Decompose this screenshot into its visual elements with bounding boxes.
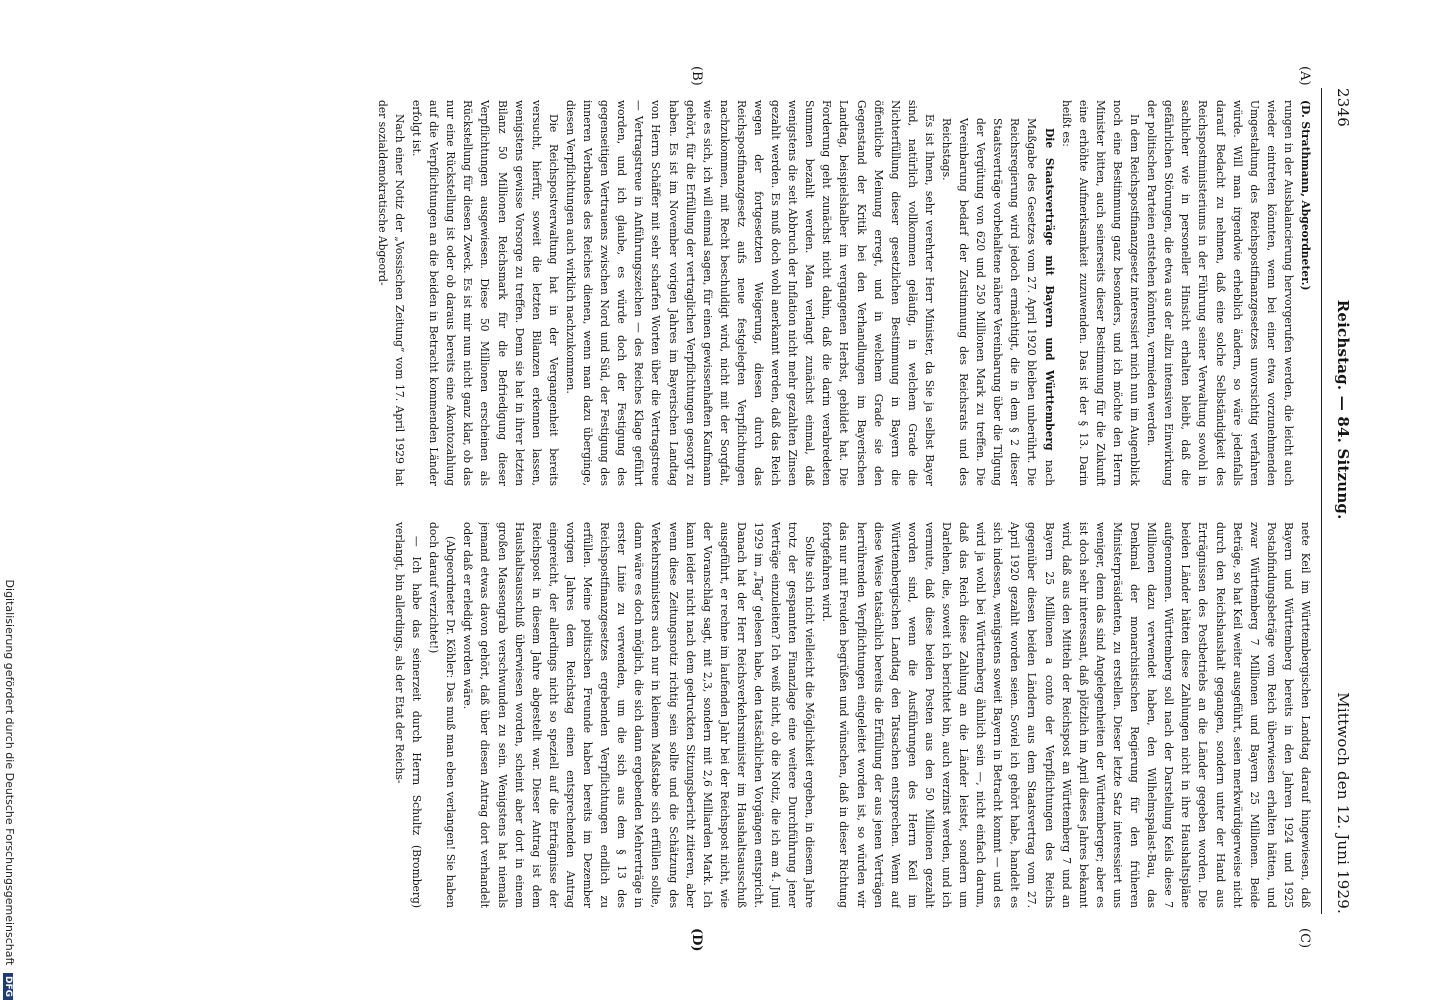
margin-marker-c: (C) (1297, 928, 1312, 949)
interjection: (Abgeordneter Dr. Köhler: Das muß man eben verlangen! Sie haben doch darauf verzichtet!) (427, 522, 458, 908)
paragraph: nete Keil im Württembergischen Landtag darauf hingewiesen, daß Bayern und Württemberg bereits in den Jahren 1924 und 1925 Postabfindungsbeträge vom Reich überwiesen erhalten hätten, und zwar Württemberg 7 Millionen und Bayern 25 Millionen. Beide Beträge, so hat Keil weiter ausgeführt, seien merkwürdigerweise nicht durch den Reichshaushalt gegangen, sondern unter der Hand aus Erträgnissen des Postbetriebs an die Länder gegeben worden. Die beiden Länder hätten diese Zahlungen nicht in ihre Haushaltspläne aufgenommen. Württemberg soll nach der Darstellung Keils diese 7 Millionen dazu verwendet haben, den Wilhelmspalast-Bau, das Denkmal der monarchistischen Regierung für den früheren Ministerpräsidenten, zu erstellen. Dieser letzte Satz interessiert uns weniger, denn das sind Angelegenheiten der Württemberger; aber es ist doch sehr interessant, daß plötzlich im April dieses Jahres bekannt wird, daß aus den Mitteln der Reichspost an Württemberg 7 und an Bayern 25 Millionen a conto der Verpflichtungen des Reichs gegenüber diesen beiden Ländern aus dem Staatsvertrag vom 27. April 1920 gezahlt worden seien. Soviel ich gehört habe, handelt es sich indessen, wenigstens soweit Bayern in Betracht kommt — und es wird ja wohl bei Württemberg ähnlich sein —, nicht einfach darum, daß das Reich diese Zahlung an die Länder leistet, sondern um Darlehen, die, soweit ich berichtet bin, auch verzinst werden, und ich vermute, daß diese beiden Posten aus den 50 Millionen gezahlt worden sind, wenn die Ausführungen des Herrn Keil im Württembergischen Landtag den Tatsachen entsprechen. Wenn auf diese Weise tatsächlich bereits die Erfüllung der aus jenen Verträgen herrührenden Verpflichtungen eingeleitet worden ist, so würden wir das nur mit Freuden begrüßen und wünschen, daß in dieser Richtung fortgefahren wird. (820, 522, 1312, 908)
quote-bold: Die Staatsverträge mit Bayern und Württemberg (1042, 128, 1056, 451)
dfg-logo: DFG (3, 973, 13, 1000)
digitization-credit (3, 0, 16, 1000)
quote-text: nach Maßgabe des Gesetzes vom 27. April 1920 bleiben unberührt. Die Reichsregierung wird jedoch ermächtigt, die in dem § 2 dieser Staatsverträge vorbehaltene nähere Vereinbarung über die Tilgung der Vergütung von 620 und 250 Millionen Mark zu treffen. Die Vereinbarung bedarf der Zustimmung des Reichsrats und des Reichstags. (940, 118, 1056, 486)
session-date: Mittwoch den 12. Juni 1929. (1334, 692, 1352, 914)
speaker-line: (D. Strathmann, Abgeordneter.) (1299, 100, 1312, 291)
margin-marker-b: (B) (689, 66, 704, 86)
margin-marker-d: (D) (689, 928, 704, 952)
paragraph: Sollte sich nicht vielleicht die Möglichkeit ergeben, in diesem Jahre trotz der gespannten Finanzlage eine weitere Durchführung jener Verträge einzuleiten? Ich weiß nicht, ob die Notiz, die ich am 4. Juni 1929 im „Tag“ gelesen habe, den tatsächlichen Vorgängen entspricht. Danach hat der Herr Reichsverkehrsminister im Haushaltsausschuß ausgeführt, er rechne im laufenden Jahr bei der Reichspost nicht, wie der Voranschlag sagt, mit 2,3, sondern mit 2,6 Milliarden Mark. Ich kann leider nicht nach dem gedruckten Sitzungsbericht zitieren, aber wenn diese Zeitungsnotiz richtig sein sollte und die Schätzung des Verkehrsministers auch nur in kleinem Maßstabe sich erfüllen sollte, dann wäre es doch möglich, die sich dann ergebenden Mehrerträge in erster Linie zu verwenden, um die sich aus dem § 13 des Reichspostfinanzgesetzes ergebenden Verpflichtungen endlich zu erfüllen. Meine politischen Freunde haben bereits im Dezember vorigen Jahres dem Reichstag einen entsprechenden Antrag eingereicht, der allerdings nicht so speziell auf die Erträgnisse der Reichspost in diesem Jahre abgestellt war. Dieser Antrag ist dem Haushaltsausschuß überwiesen worden, scheint aber dort in einem großen Massengrab verschwunden zu sein. Wenigstens hat niemals jemand etwas davon gehört, daß über diesen Antrag dort verhandelt oder daß er erledigt worden wäre. (461, 522, 817, 908)
page-number: 2346 (1334, 88, 1352, 127)
paragraph: — Ich habe das seinerzeit durch Herrn Schultz (Bromberg) verlangt, bin allerdings, als der Etat der Reichs- (393, 522, 424, 908)
margin-marker-a: (A) (1297, 66, 1312, 86)
quoted-law (938, 118, 1058, 486)
paragraph: Es ist Ihnen, sehr verehrter Herr Minister, da Sie ja selbst Bayer sind, natürlich vollkommen geläufig, in welchem Grade die Nichterfüllung dieser gesetzlichen Bestimmung in Bayern die öffentliche Meinung erregt, und in welchem Grade sie den Gegenstand der Kritik bei den Verhandlungen im Bayerischen Landtag, beispielshalber im vergangenen Herbst, gebildet hat. Die Forderung geht zunächst nicht dahin, daß die darin verabredeten Summen bezahlt werden. Man verlangt zunächst einmal, daß wenigstens die seit Abbruch der Inflation nicht mehr gezahlten Zinsen gezahlt werden. Es muß doch wohl anerkannt werden, daß das Reich wegen der fortgesetzten Weigerung, diesen durch das Reichspostfinanzgesetz aufs neue festgelegten Verpflichtungen nachzukommen, mit Recht beschuldigt wird, nicht mit der Sorgfalt, wie es sich, ich will einmal sagen, für einen gewissenhaften Kaufmann gehört, für die Erfüllung der vertraglichen Verpflichtungen gesorgt zu haben. Es ist im November vorigen Jahres im Bayerischen Landtag von Herrn Schäffer mit sehr scharfen Worten über die Vertragstreue — Vertragstreue in Anführungszeichen — des Reiches Klage geführt worden, und ich glaube, es würde doch der Festigung des gegenseitigen Vertrauens zwischen Nord und Süd, der Festigung des inneren Verbandes des Reiches dienen, wenn man dazu überginge, diesen Verpflichtungen auch wirklich nachzukommen. (563, 100, 936, 486)
paragraph: Nach einer Notiz der „Vossischen Zeitung“ vom 17. April 1929 hat der sozialdemokratische Abgeord- (375, 100, 407, 486)
paragraph: Die Reichspostverwaltung hat in der Vergangenheit bereits versucht, hierfür, soweit die letzten Bilanzen erkennen lassen, wenigstens gewisse Vorsorge zu treffen. Denn sie hat in ihrer letzten Bilanz 50 Millionen Reichsmark für die Befriedigung dieser Verpflichtungen ausgewiesen. Diese 50 Millionen erscheinen als Rückstellung für diesen Zweck. Es ist mir nun nicht ganz klar, ob das nur eine Rückstellung ist oder ob daraus bereits eine Akontozahlung auf die Verpflichtungen an die beiden in Betracht kommenden Länder erfolgt ist. (410, 100, 560, 486)
page-header (1322, 88, 1352, 914)
right-column (124, 522, 1314, 908)
left-column (124, 100, 1314, 486)
header-rule (1321, 88, 1322, 914)
paragraph: rungen in der Ausbalancierung hervorgerufen werden, die leicht auch wieder eintreten könnten, wenn bei einer etwa vorzunehmenden Umgestaltung des Reichspostfinanzgesetzes unvorsichtig verfahren würde. Will man irgendwie erheblich ändern, so wäre jedenfalls darauf Bedacht zu nehmen, daß eine solche Selbständigkeit des Reichspostministeriums in der Führung seiner Verwaltung sowohl in sachlicher wie in personeller Hinsicht erhalten bleibt, daß die gefährlichen Störungen, die etwa aus der allzu intensiven Einwirkung der politischen Parteien entstehen könnten, vermieden werden. (1145, 100, 1295, 486)
session-title: Reichstag. — 84. Sitzung. (1334, 299, 1352, 520)
paragraph: In dem Reichspostfinanzgesetz interessiert mich nun im Augenblick noch eine Bestimmung ganz besonders, und ich möchte den Herrn Minister bitten, auch seinerseits dieser Bestimmung für die Zukunft eine erhöhte Aufmerksamkeit zuzuwenden. Das ist der § 13. Darin heißt es: (1059, 100, 1142, 486)
credit-text: Digitalisierung gefördert durch die Deutsche Forschungsgemeinschaft (3, 579, 16, 966)
